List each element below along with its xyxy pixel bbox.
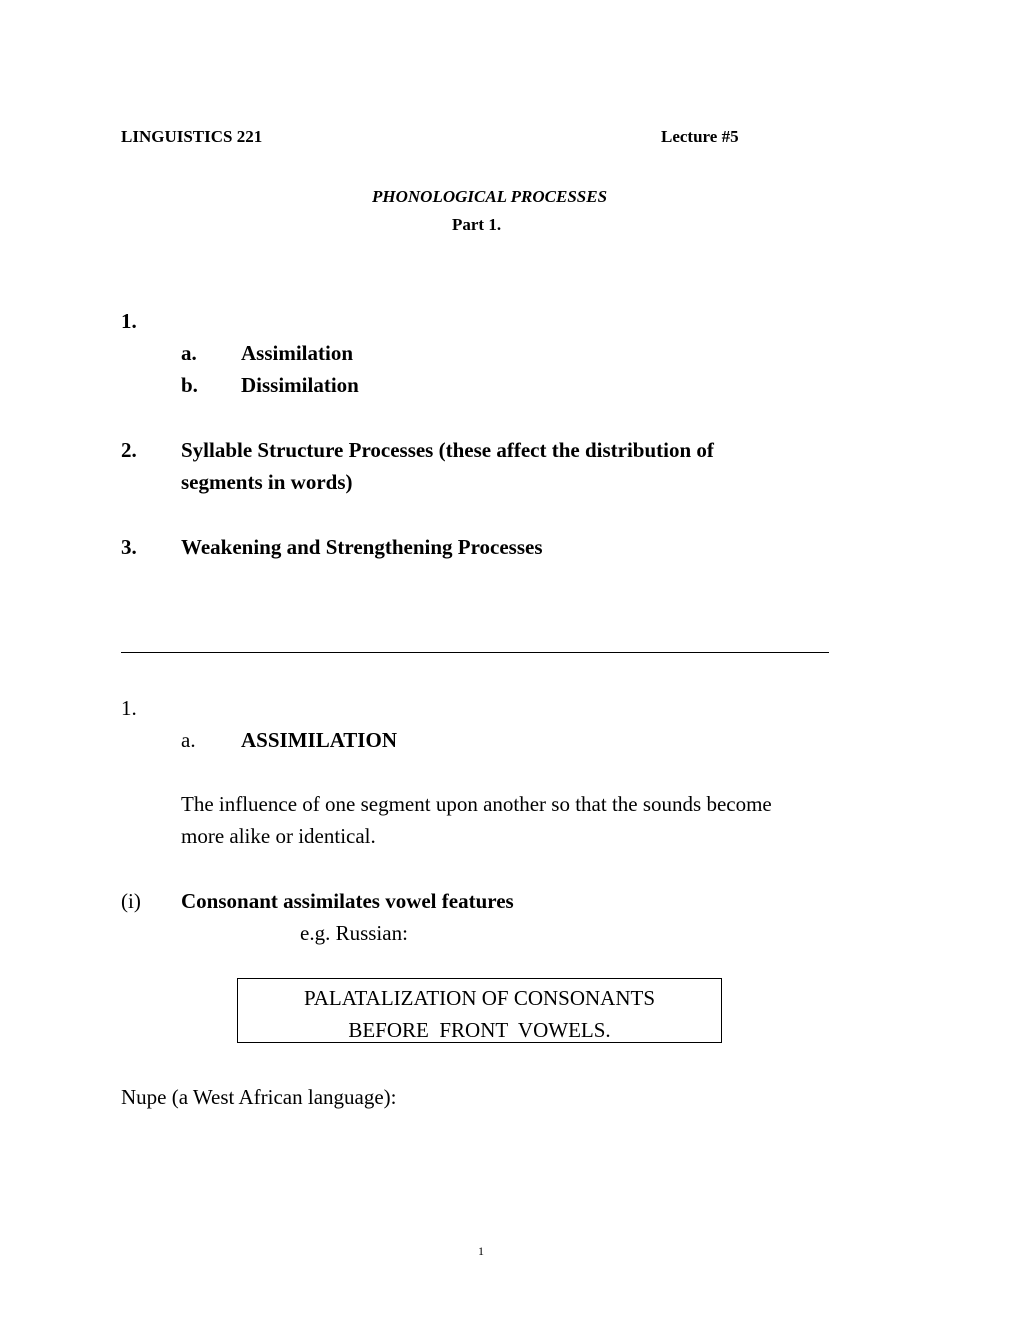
definition-line-2: more alike or identical.: [181, 824, 376, 848]
section-divider: [121, 652, 829, 653]
page-number: 1: [478, 1244, 484, 1258]
nupe-example-intro: Nupe (a West African language):: [121, 1085, 397, 1109]
outline-item-3-number: 3.: [121, 535, 137, 559]
outline-item-2-line2: segments in words): [181, 470, 353, 494]
outline-item-3-label: Weakening and Strengthening Processes: [181, 535, 543, 559]
point-heading: Consonant assimilates vowel features: [181, 889, 514, 913]
boxed-line-1: PALATALIZATION OF CONSONANTS: [303, 986, 656, 1010]
section-number: 1.: [121, 696, 137, 720]
outline-item-1a-letter: a.: [181, 341, 197, 365]
course-code: LINGUISTICS 221: [121, 127, 263, 146]
document-part: Part 1.: [452, 215, 502, 234]
document-title: PHONOLOGICAL PROCESSES: [372, 187, 608, 206]
section-sub-heading: ASSIMILATION: [241, 728, 397, 752]
section-sub-letter: a.: [181, 728, 196, 752]
lecture-number: Lecture #5: [661, 127, 739, 146]
boxed-line-2: BEFORE FRONT VOWELS.: [348, 1018, 611, 1042]
example-intro: e.g. Russian:: [300, 921, 408, 945]
palatalization-box: [237, 978, 722, 1043]
outline-item-1a-label: Assimilation: [241, 341, 354, 365]
outline-item-1b-letter: b.: [181, 373, 198, 397]
point-marker: (i): [121, 889, 141, 913]
definition-line-1: The influence of one segment upon another so that the sounds become: [181, 792, 772, 816]
outline-item-1b-label: Dissimilation: [241, 373, 359, 397]
outline-item-2-number: 2.: [121, 438, 137, 462]
outline-item-1-number: 1.: [121, 309, 137, 333]
outline-item-2-line1: Syllable Structure Processes (these affect the distribution of: [181, 438, 714, 462]
